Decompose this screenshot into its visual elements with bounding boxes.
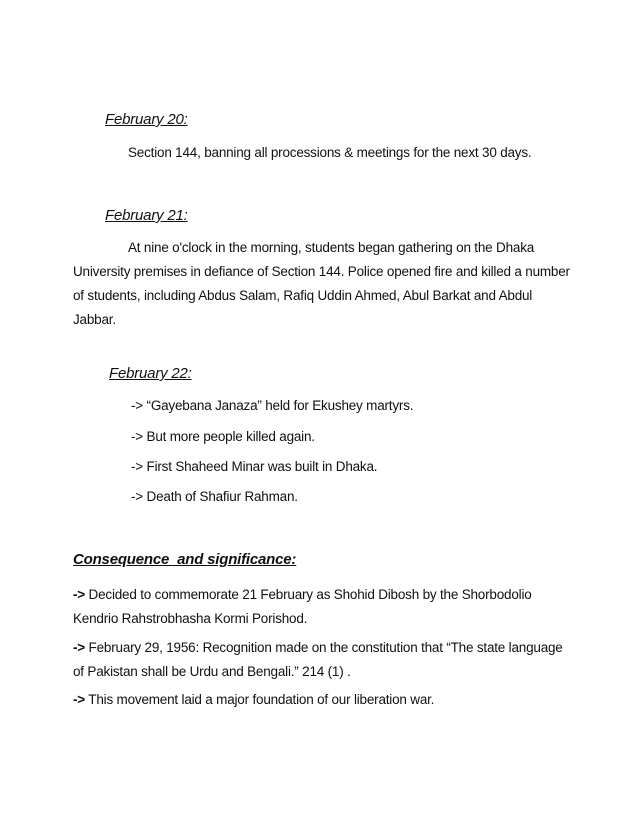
feb22-item: -> But more people killed again. — [131, 429, 315, 444]
feb22-item: -> Death of Shafiur Rahman. — [131, 489, 298, 504]
feb22-item: -> “Gayebana Janaza” held for Ekushey martyrs. — [131, 398, 414, 413]
feb21-text: At nine o'clock in the morning, students began gathering on the Dhaka University premises in defiance of Section 144. Police opened fire and killed a number of students, including Abdus Salam, Rafiq Uddin Ahmed, Abul Barkat and Abdul Jabbar. — [73, 240, 570, 327]
feb21-heading: February 21: — [105, 207, 188, 224]
consequence-heading: Consequence and significance: — [73, 551, 297, 568]
arrow-icon: -> — [73, 587, 85, 602]
arrow-icon: -> — [73, 640, 85, 655]
feb20-heading: February 20: — [105, 111, 188, 128]
feb20-text: Section 144, banning all processions & meetings for the next 30 days. — [128, 145, 532, 160]
consequence-item — [73, 688, 573, 712]
consequence-item-text: February 29, 1956: Recognition made on the constitution that “The state language of Pakistan shall be Urdu and Bengali.” 214 (1) . — [73, 640, 563, 679]
arrow-icon: -> — [73, 692, 85, 707]
consequence-item-text: Decided to commemorate 21 February as Shohid Dibosh by the Shorbodolio Kendrio Rahstrobhasha Kormi Porishod. — [73, 587, 532, 626]
consequence-item — [73, 583, 573, 631]
feb22-heading: February 22: — [109, 365, 192, 382]
consequence-item — [73, 636, 573, 684]
feb22-item: -> First Shaheed Minar was built in Dhaka. — [131, 459, 378, 474]
consequence-item-text: This movement laid a major foundation of our liberation war. — [88, 692, 435, 707]
